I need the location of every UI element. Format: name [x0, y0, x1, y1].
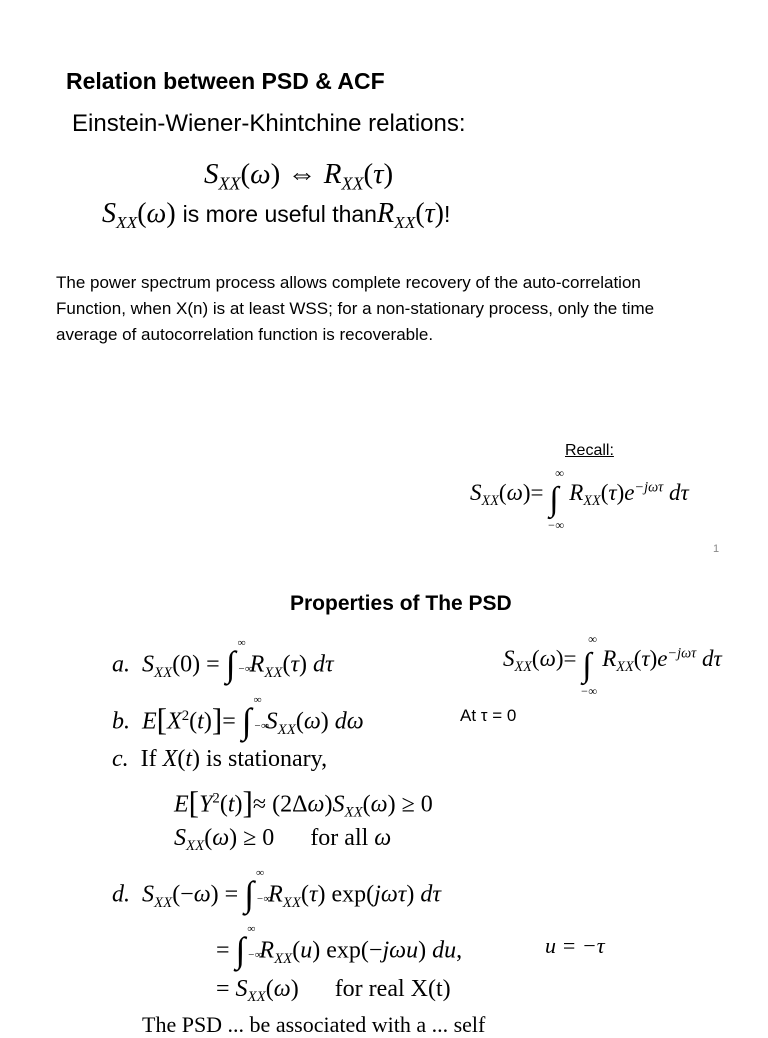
- item-d-label: d.: [112, 881, 130, 908]
- c-for-all: for all: [310, 825, 369, 851]
- item-a-label: a.: [112, 651, 130, 678]
- property-c-line-3: $S_{XX}(\omega) \ge 0$ for all ω: [174, 825, 392, 855]
- slide2-title: Properties of The PSD: [290, 592, 512, 615]
- ewk-equivalence-equation: $S_{XX}(\omega)$ ⇔ $R_{XX}(\tau)$: [204, 158, 394, 194]
- relation-text: is more useful than: [182, 201, 377, 227]
- paragraph-line-1: The power spectrum process allows complete recovery of the auto-correlation: [56, 273, 641, 292]
- u-substitution: u = −τ: [545, 933, 605, 958]
- recall-label: Recall:: [565, 442, 614, 459]
- d-real: for real X(t): [334, 976, 451, 1002]
- slide1-title: Relation between PSD & ACF: [66, 68, 385, 94]
- usefulness-statement: $S_{XX}(\omega)$ is more useful thanR$_{XX}$(τ)!: [102, 198, 451, 233]
- paragraph-line-3: average of autocorrelation function is recoverable.: [56, 325, 434, 344]
- property-d-line-2: = ∫ ∞ −∞ $R_{XX}(u)$ exp(−jωu) du,: [216, 923, 463, 970]
- property-d-line-3: = $S_{XX}(\omega)$ for real X(t): [216, 976, 451, 1006]
- c-stationary: is stationary,: [205, 746, 328, 772]
- psd-definition-reference: $S_{XX}(\omega)=$ ∫ ∞ −∞ $R_{XX}(\tau)e^{-j\omega\tau}$ dτ: [503, 632, 722, 699]
- paragraph-line-2: Function, when X(n) is at least WSS; for a non-stationary process, only the time: [56, 299, 655, 318]
- slide1-subtitle: Einstein-Wiener-Khintchine relations:: [72, 110, 466, 137]
- page-number: 1: [713, 543, 720, 555]
- at-tau-zero-note: At τ = 0: [460, 706, 517, 725]
- property-c-line-2: $E[Y^2(t)]\approx (2\Delta\omega)S_{XX}(\omega) \ge 0$: [174, 785, 433, 821]
- exclaim-mark: !: [444, 201, 451, 227]
- cut-off-bottom-line: The PSD ... be associated with a ... self: [142, 1012, 486, 1037]
- property-a: a. $S_{XX}(0)$ = ∫ ∞ −∞ $R_{XX}(\tau)$ dτ: [112, 637, 334, 684]
- paragraph: [56, 270, 654, 348]
- property-c: c. If X(t) is stationary,: [112, 746, 328, 772]
- c-if: If: [140, 746, 157, 772]
- property-b: b. $E[X^2(t)]=$ ∫ ∞ −∞ $S_{XX}(\omega)$ dω: [112, 694, 364, 741]
- recall-psd-definition: $S_{XX}(\omega)=$ ∫ ∞ −∞ $R_{XX}(\tau)e^{-j\omega\tau}$ dτ: [470, 466, 689, 533]
- item-b-label: b.: [112, 708, 130, 735]
- item-c-label: c.: [112, 746, 129, 772]
- property-d: d. $S_{XX}(-\omega)$ = ∫ ∞ −∞ $R_{XX}(\tau)$ exp(jωτ) dτ: [112, 867, 441, 914]
